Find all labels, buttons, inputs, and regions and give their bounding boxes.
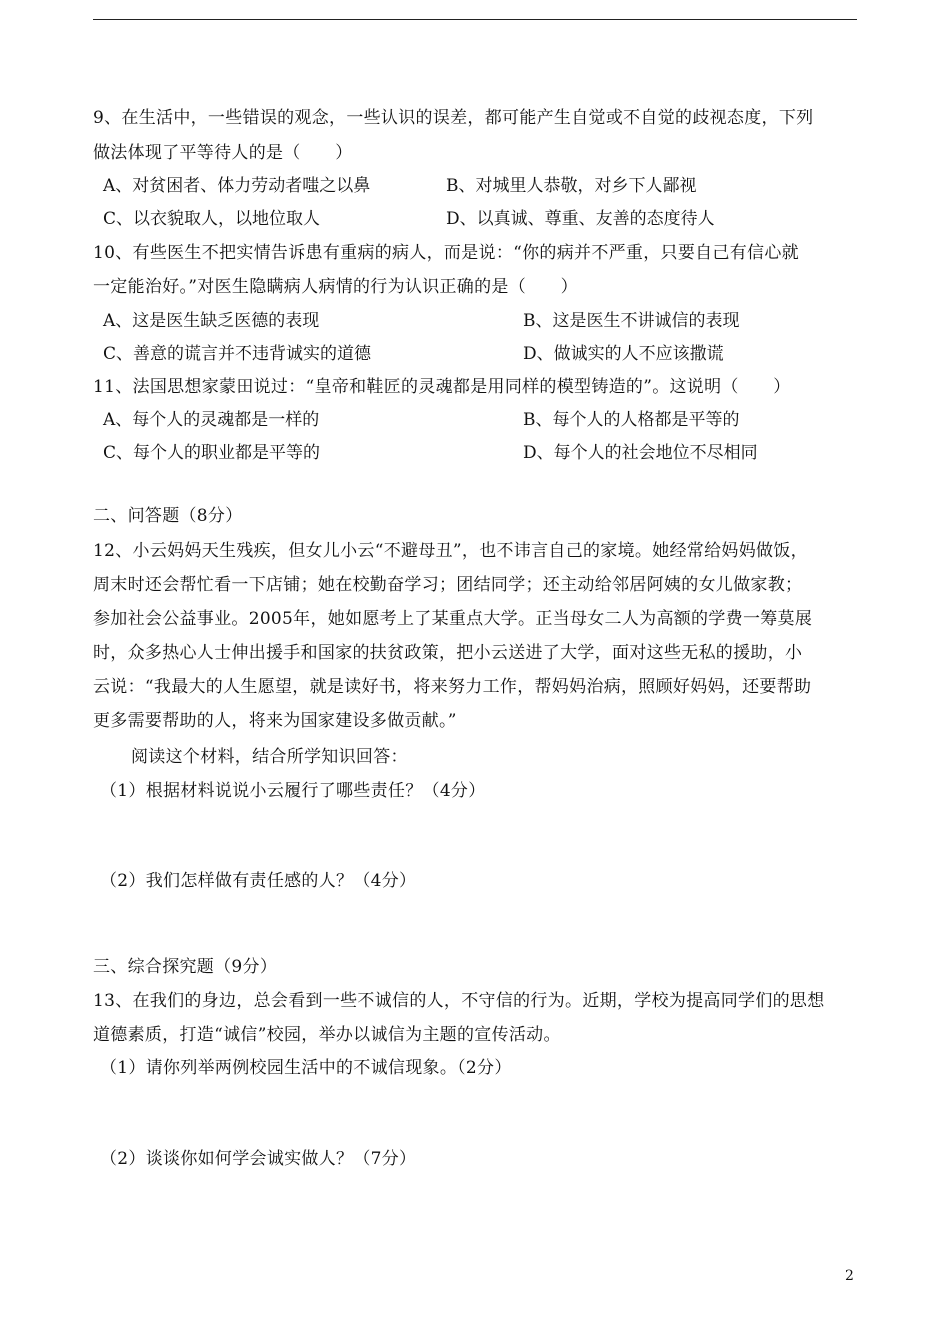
q12-subquestion-2: （2）我们怎样做有责任感的人？（4分）	[100, 871, 417, 891]
q10-option-d: D、做诚实的人不应该撒谎	[523, 344, 724, 364]
q9-option-b: B、对城里人恭敬，对乡下人鄙视	[446, 176, 697, 196]
q10-stem-line2: 一定能治好。”对医生隐瞒病人病情的行为认识正确的是（ ）	[93, 277, 578, 297]
q9-option-d: D、以真诚、尊重、友善的态度待人	[446, 209, 715, 229]
q12-line: 时，众多热心人士伸出援手和国家的扶贫政策，把小云送进了大学，面对这些无私的援助，小	[93, 643, 803, 663]
q12-line: 更多需要帮助的人，将来为国家建设多做贡献。”	[93, 711, 457, 731]
header-rule	[93, 19, 857, 20]
q12-line: 云说：“我最大的人生愿望，就是读好书，将来努力工作，帮妈妈治病，照顾好妈妈，还要帮助	[93, 677, 812, 697]
q12-instruction: 阅读这个材料，结合所学知识回答：	[131, 747, 408, 767]
q13-subquestion-1: （1）请你列举两例校园生活中的不诚信现象。（2分）	[100, 1058, 512, 1078]
q9-stem-line2: 做法体现了平等待人的是（ ）	[93, 143, 353, 163]
q12-line: 周末时还会帮忙看一下店铺；她在校勤奋学习；团结同学；还主动给邻居阿姨的女儿做家教；	[93, 575, 803, 595]
q13-line: 13、在我们的身边，总会看到一些不诚信的人，不守信的行为。近期，学校为提高同学们的思想	[93, 991, 825, 1011]
q12-line: 12、小云妈妈天生残疾，但女儿小云“不避母丑”，也不讳言自己的家境。她经常给妈妈做饭，	[93, 541, 808, 561]
q11-stem: 11、法国思想家蒙田说过：“皇帝和鞋匠的灵魂都是用同样的模型铸造的”。这说明（ ）	[93, 377, 791, 397]
q10-option-a: A、这是医生缺乏医德的表现	[103, 311, 320, 331]
q10-option-b: B、这是医生不讲诚信的表现	[523, 311, 740, 331]
q9-option-a: A、对贫困者、体力劳动者嗤之以鼻	[103, 176, 371, 196]
q11-option-d: D、每个人的社会地位不尽相同	[523, 443, 758, 463]
q13-line: 道德素质，打造“诚信”校园，举办以诚信为主题的宣传活动。	[93, 1025, 561, 1045]
q12-subquestion-1: （1）根据材料说说小云履行了哪些责任？（4分）	[100, 781, 486, 801]
q9-stem-line1: 9、在生活中，一些错误的观念，一些认识的误差，都可能产生自觉或不自觉的歧视态度，下列	[93, 108, 814, 128]
q11-option-c: C、每个人的职业都是平等的	[103, 443, 321, 463]
q11-option-b: B、每个人的人格都是平等的	[523, 410, 740, 430]
section2-title: 二、问答题（8分）	[93, 506, 243, 526]
section3-title: 三、综合探究题（9分）	[93, 957, 278, 977]
q10-option-c: C、善意的谎言并不违背诚实的道德	[103, 344, 372, 364]
q12-line: 参加社会公益事业。2005年，她如愿考上了某重点大学。正当母女二人为高额的学费一筹莫展	[93, 609, 813, 629]
q9-option-c: C、以衣貌取人，以地位取人	[103, 209, 321, 229]
q10-stem-line1: 10、有些医生不把实情告诉患有重病的病人，而是说：“你的病并不严重，只要自己有信心就	[93, 243, 799, 263]
q11-option-a: A、每个人的灵魂都是一样的	[103, 410, 320, 430]
q13-subquestion-2: （2）谈谈你如何学会诚实做人？（7分）	[100, 1149, 417, 1169]
page-number: 2	[845, 1268, 854, 1284]
